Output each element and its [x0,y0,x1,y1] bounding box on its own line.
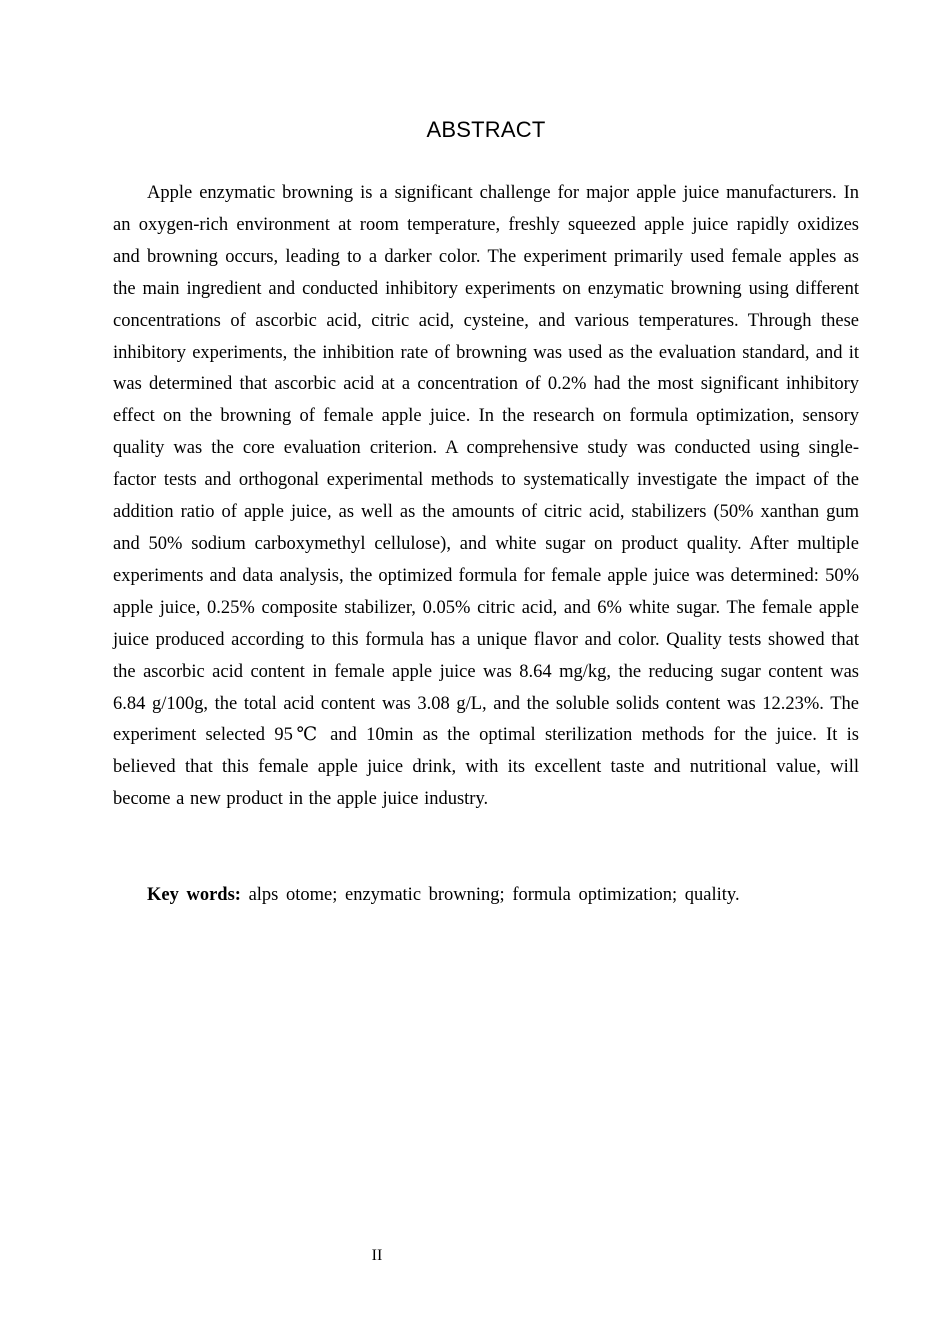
keywords-text: alps otome; enzymatic browning; formula optimization; quality. [248,885,740,905]
abstract-title: ABSTRACT [426,117,546,142]
keywords-line [147,880,859,912]
page-number: II [371,1247,383,1264]
keywords-label: Key words: [147,885,241,905]
abstract-body: Apple enzymatic browning is a significant challenge for major apple juice manufacturers. In an oxygen-rich environment at room temperature, freshly squeezed apple juice rapidly oxidizes and browning occurs, leading to a darker color. The experiment primarily used female apples as the main ingredient and conducted inhibitory experiments on enzymatic browning using different concentrations of ascorbic acid, citric acid, cysteine, and various temperatures. Through these inhibitory experiments, the inhibition rate of browning was used as the evaluation standard, and it was determined that ascorbic acid at a concentration of 0.2% had the most significant inhibitory effect on the browning of female apple juice. In the research on formula optimization, sensory quality was the core evaluation criterion. A comprehensive study was conducted using single-factor tests and orthogonal experimental methods to systematically investigate the impact of the addition ratio of apple juice, as well as the amounts of citric acid, stabilizers (50% xanthan gum and 50% sodium carboxymethyl cellulose), and white sugar on product quality. After multiple experiments and data analysis, the optimized formula for female apple juice was determined: 50% apple juice, 0.25% composite stabilizer, 0.05% citric acid, and 6% white sugar. The female apple juice produced according to this formula has a unique flavor and color. Quality tests showed that the ascorbic acid content in female apple juice was 8.64 mg/kg, the reducing sugar content was 6.84 g/100g, the total acid content was 3.08 g/L, and the soluble solids content was 12.23%. The experiment selected 95℃ and 10min as the optimal sterilization methods for the juice. It is believed that this female apple juice drink, with its excellent taste and nutritional value, will become a new product in the apple juice industry. [113,183,859,810]
